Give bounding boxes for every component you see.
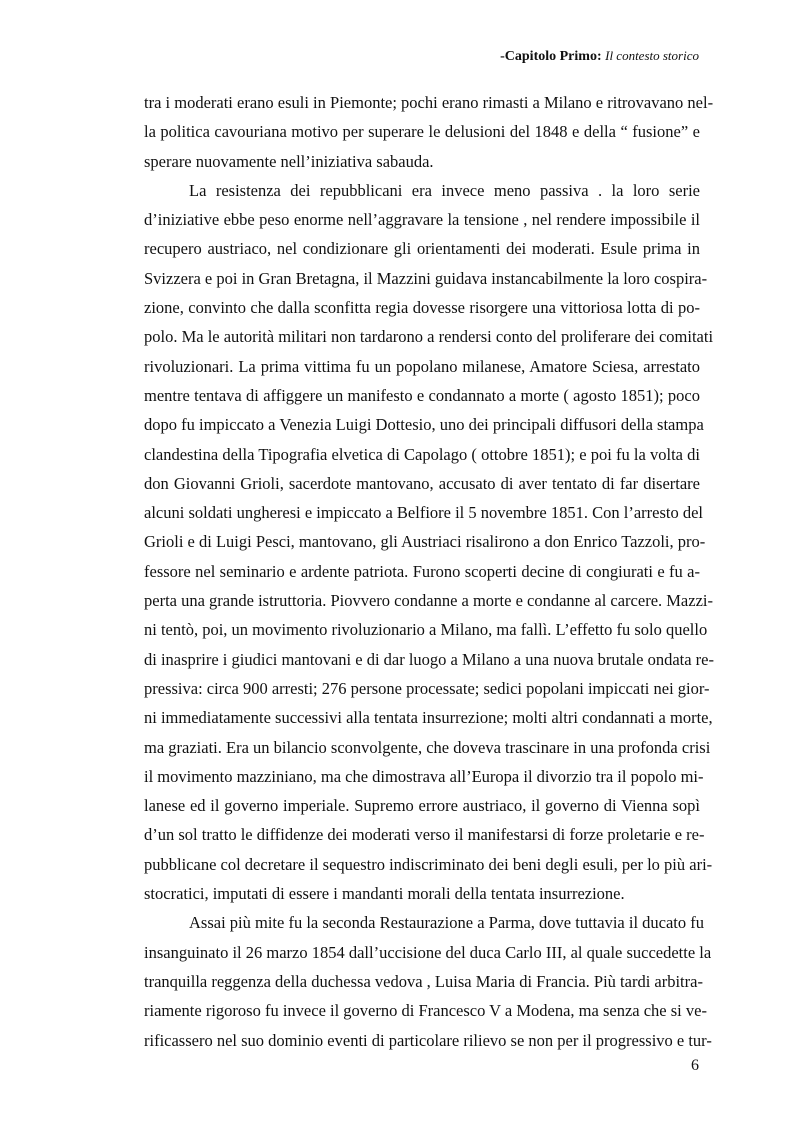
chapter-label: -Capitolo Primo: xyxy=(500,49,602,64)
text-line: dopo fu impiccato a Venezia Luigi Dottesio, uno dei principali diffusori della stampa xyxy=(144,415,704,435)
text-line: sperare nuovamente nell’iniziativa sabauda. xyxy=(144,151,434,171)
body-text xyxy=(144,88,714,1055)
text-line: pressiva: circa 900 arresti; 276 persone processate; sedici popolani impiccati nei gior- xyxy=(144,678,710,698)
text-line: alcuni soldati ungheresi e impiccato a Belfiore il 5 novembre 1851. Con l’arresto del xyxy=(144,503,704,523)
text-line: Svizzera e poi in Gran Bretagna, il Mazzini guidava instancabilmente la loro cospira- xyxy=(144,268,708,288)
text-line: insanguinato il 26 marzo 1854 dall’uccisione del duca Carlo III, al quale succedette la xyxy=(144,942,712,962)
text-line: di inasprire i giudici mantovani e di dar luogo a Milano a una nuova brutale ondata re- xyxy=(144,649,714,669)
text-line: fessore nel seminario e ardente patriota. Furono scoperti decine di congiurati e fu a- xyxy=(144,561,700,581)
text-line: tra i moderati erano esuli in Piemonte; pochi erano rimasti a Milano e ritrovavano nel- xyxy=(144,93,714,112)
text-line: il movimento mazziniano, ma che dimostrava all’Europa il divorzio tra il popolo mi- xyxy=(144,766,704,786)
text-line: ni tentò, poi, un movimento rivoluzionario a Milano, ma fallì. L’effetto fu solo quello xyxy=(144,620,708,640)
text-line: perta una grande istruttoria. Piovvero condanne a morte e condanne al carcere. Mazzi- xyxy=(144,591,713,611)
text-line: riamente rigoroso fu invece il governo di Francesco V a Modena, ma senza che si ve- xyxy=(144,1001,707,1021)
text-line: rivoluzionari. La prima vittima fu un popolano milanese, Amatore Sciesa, arrestato xyxy=(144,356,700,376)
chapter-subtitle: Il contesto storico xyxy=(605,48,699,63)
text-line: Grioli e di Luigi Pesci, mantovano, gli Austriaci risalirono a don Enrico Tazzoli, pro- xyxy=(144,532,706,552)
running-header xyxy=(500,48,699,65)
text-line: d’un sol tratto le diffidenze dei moderati verso il manifestarsi di forze proletarie e re- xyxy=(144,825,705,845)
text-line: recupero austriaco, nel condizionare gli orientamenti dei moderati. Esule prima in xyxy=(144,239,700,259)
text-line: ni immediatamente successivi alla tentata insurrezione; molti altri condannati a morte, xyxy=(144,708,713,728)
text-line: pubblicane col decretare il sequestro indiscriminato dei beni degli esuli, per lo più ari- xyxy=(144,854,713,874)
text-line: lanese ed il governo imperiale. Supremo errore austriaco, il governo di Vienna sopì xyxy=(144,796,700,816)
text-line: d’iniziative ebbe peso enorme nell’aggravare la tensione , nel rendere impossibile il xyxy=(144,210,700,230)
text-line: Assai più mite fu la seconda Restaurazione a Parma, dove tuttavia il ducato fu xyxy=(189,913,705,933)
text-line: don Giovanni Grioli, sacerdote mantovano, accusato di aver tentato di far disertare xyxy=(144,473,700,493)
text-line: tranquilla reggenza della duchessa vedova , Luisa Maria di Francia. Più tardi arbitra- xyxy=(144,971,703,991)
text-line: La resistenza dei repubblicani era invece meno passiva . la loro serie xyxy=(189,180,700,200)
text-line: zione, convinto che dalla sconfitta regia dovesse risorgere una vittoriosa lotta di po- xyxy=(144,298,700,318)
page-number: 6 xyxy=(691,1057,699,1074)
text-line: clandestina della Tipografia elvetica di Capolago ( ottobre 1851); e poi fu la volta di xyxy=(144,444,700,464)
text-line: la politica cavouriana motivo per superare le delusioni del 1848 e della “ fusione” e xyxy=(144,122,700,142)
text-line: mentre tentava di affiggere un manifesto e condannato a morte ( agosto 1851); poco xyxy=(144,385,700,405)
text-line: polo. Ma le autorità militari non tardarono a rendersi conto del proliferare dei comitati xyxy=(144,327,714,347)
text-line: ma graziati. Era un bilancio sconvolgente, che doveva trascinare in una profonda crisi xyxy=(144,737,711,757)
text-line: rificassero nel suo dominio eventi di particolare rilievo se non per il progressivo e tur- xyxy=(144,1030,712,1050)
text-line: stocratici, imputati di essere i mandanti morali della tentata insurrezione. xyxy=(144,884,625,904)
